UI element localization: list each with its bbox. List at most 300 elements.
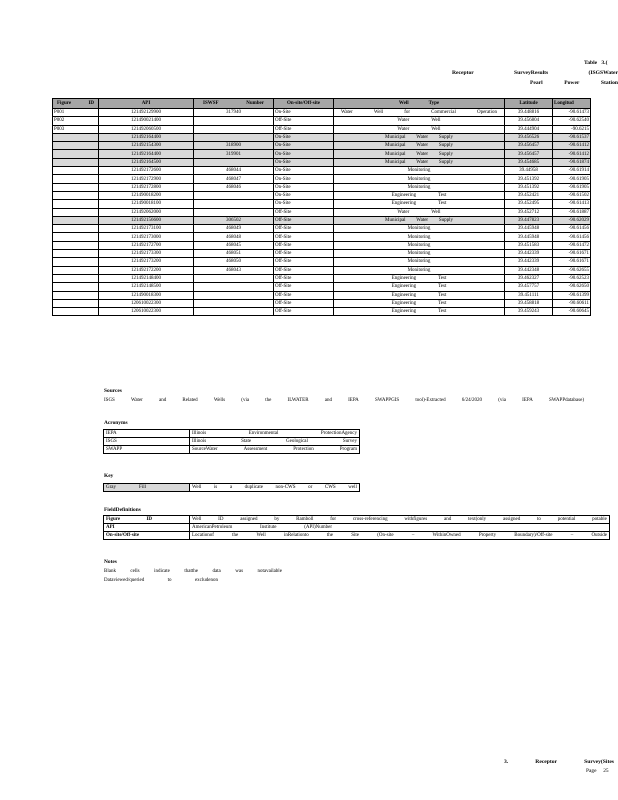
well-type-word: for — [404, 110, 411, 116]
cell-on-off-site: Off-Site — [274, 308, 334, 316]
cell-iswsf-number — [194, 158, 274, 166]
table-row — [53, 233, 591, 241]
field-definition-word: Ramboll — [296, 517, 314, 522]
cell-figure-id — [53, 133, 99, 141]
cell-api: 121490018200 — [99, 191, 194, 199]
cell-api: 121490018300 — [99, 291, 194, 299]
cell-on-off-site: Off-Site — [274, 241, 334, 249]
field-definitions-table — [103, 515, 610, 540]
cell-well-type — [334, 167, 505, 175]
cell-iswsf-number: 318900 — [194, 142, 274, 150]
key-word: duplicate — [244, 485, 263, 490]
cell-well-type — [334, 299, 505, 307]
cell-longitude: -90.61671 — [553, 250, 591, 258]
cell-on-off-site: On-Site — [274, 167, 334, 175]
well-type-word: Engineering — [391, 193, 417, 199]
cell-iswsf-number: 468048 — [194, 233, 274, 241]
col-header-longitude: Longitud — [553, 99, 591, 109]
well-type-word: Supply — [438, 151, 453, 157]
cell-on-off-site: Off-Site — [274, 250, 334, 258]
field-definition-row — [104, 532, 610, 540]
cell-well-type — [334, 266, 505, 274]
cell-longitude: -90.61473 — [553, 109, 591, 117]
key-title: Key — [104, 473, 114, 479]
cell-api: 121492164400 — [99, 150, 194, 158]
cell-latitude: 39.451583 — [505, 241, 553, 249]
cell-longitude: -90.61456 — [553, 225, 591, 233]
well-type-word: Engineering — [391, 300, 417, 306]
cell-iswsf-number: 468049 — [194, 225, 274, 233]
table-row — [53, 274, 591, 282]
cell-iswsf-number — [194, 299, 274, 307]
cell-well-type — [334, 225, 505, 233]
sources-word: SWAPPGIS — [374, 398, 400, 403]
cell-api: 121492164500 — [99, 158, 194, 166]
cell-longitude: -90.6215 — [553, 125, 591, 133]
field-definition-word: inRelationto — [283, 533, 309, 538]
cell-on-off-site: Off-Site — [274, 125, 334, 133]
cell-longitude: -90.61413 — [553, 200, 591, 208]
cell-well-type — [334, 142, 505, 150]
col-header-well-type: Well Type — [334, 99, 505, 109]
cell-latitude: 39.448816 — [505, 109, 553, 117]
key-row — [104, 484, 360, 492]
cell-latitude: 39.462327 — [505, 274, 553, 282]
cell-latitude: 39.445948 — [505, 225, 553, 233]
field-definition-row — [104, 524, 610, 532]
cell-well-type — [334, 183, 505, 191]
field-definition-word: ID — [218, 517, 224, 522]
cell-longitude: -90.62650 — [553, 283, 591, 291]
cell-on-off-site: Off-Site — [274, 233, 334, 241]
cell-on-off-site: On-Site — [274, 133, 334, 141]
sources-word: Related — [182, 398, 198, 403]
table-row — [53, 291, 591, 299]
notes-line-1 — [104, 569, 282, 574]
key-word: non-CWS — [275, 485, 296, 490]
field-definition-word: AmericanPetroleum — [192, 525, 233, 530]
cell-on-off-site: Off-Site — [274, 216, 334, 224]
cell-on-off-site: On-Site — [274, 150, 334, 158]
cell-api: 121492172700 — [99, 241, 194, 249]
cell-figure-id — [53, 283, 99, 291]
receptor-survey-table — [52, 98, 591, 316]
cell-well-type — [334, 216, 505, 224]
cell-longitude: -90.61456 — [553, 233, 591, 241]
field-definition-word: assigned — [240, 517, 258, 522]
cell-iswsf-number — [194, 125, 274, 133]
cell-figure-id — [53, 225, 99, 233]
cell-longitude: -90.61472 — [553, 241, 591, 249]
field-definition-word: Well — [256, 533, 266, 538]
cell-longitude: -90.61914 — [553, 167, 591, 175]
title-word: Receptor — [452, 70, 474, 76]
cell-iswsf-number: 319901 — [194, 150, 274, 158]
cell-api: 121492062000 — [99, 208, 194, 216]
field-definition-word: Institute — [260, 525, 277, 530]
field-definition-word: Property — [478, 533, 497, 538]
well-type-word: Water — [341, 110, 353, 116]
acronym-word: Illinois — [192, 431, 207, 436]
acronym-word: Survey — [342, 439, 357, 444]
cell-figure-id — [53, 216, 99, 224]
col-header-iswsf-number: ISWSF Number — [194, 99, 274, 109]
field-definition-word: to — [537, 517, 541, 522]
cell-longitude: -90.62523 — [553, 274, 591, 282]
acronyms-table — [103, 429, 360, 454]
acronym-word: Geological — [285, 439, 308, 444]
cell-well-type — [334, 241, 505, 249]
cell-well-type — [334, 109, 505, 117]
key-word: CWS — [324, 485, 336, 490]
table-row — [53, 183, 591, 191]
cell-well-type — [334, 158, 505, 166]
cell-api: 121492172200 — [99, 266, 194, 274]
cell-well-type — [334, 291, 505, 299]
cell-figure-id — [53, 299, 99, 307]
cell-latitude: 39.459243 — [505, 308, 553, 316]
cell-figure-id — [53, 274, 99, 282]
cell-on-off-site: On-Site — [274, 158, 334, 166]
table-row — [53, 208, 591, 216]
cell-latitude: 39.457757 — [505, 283, 553, 291]
cell-api: 121492173000 — [99, 233, 194, 241]
table-row — [53, 125, 591, 133]
footer-section: 3. Receptor Survey(Sites — [504, 759, 614, 765]
cell-api: 121492173300 — [99, 250, 194, 258]
table-row — [53, 299, 591, 307]
sources-word: (via — [241, 398, 250, 403]
cell-on-off-site: On-Site — [274, 109, 334, 117]
well-type-word: Monitoring — [407, 234, 431, 240]
cell-figure-id — [53, 142, 99, 150]
cell-figure-id — [53, 308, 99, 316]
cell-latitude: 39.452421 — [505, 191, 553, 199]
cell-iswsf-number — [194, 200, 274, 208]
field-definition-word: – — [411, 533, 415, 538]
cell-figure-id — [53, 291, 99, 299]
table-row — [53, 150, 591, 158]
acronym-word: Protection — [293, 447, 314, 452]
sources-word: (via — [498, 398, 506, 403]
table-row — [53, 283, 591, 291]
cell-on-off-site: Off-Site — [274, 299, 334, 307]
cell-figure-id — [53, 191, 99, 199]
cell-iswsf-number: 468050 — [194, 258, 274, 266]
cell-iswsf-number — [194, 191, 274, 199]
acronym-key: ISGS — [104, 438, 190, 446]
cell-longitude: -90.61412 — [553, 150, 591, 158]
title-word: (ISGSWater — [588, 70, 618, 76]
field-definition-word: Boundary)/Off-site — [514, 533, 553, 538]
cell-on-off-site: On-Site — [274, 200, 334, 208]
well-type-word: Water — [416, 159, 429, 165]
sources-title: Sources — [104, 388, 122, 394]
cell-api: 121492173200 — [99, 258, 194, 266]
notes-word: Dataviewed/queried — [104, 578, 145, 583]
key-gray-fill: Gray Fill — [104, 484, 190, 492]
cell-well-type — [334, 233, 505, 241]
table-row — [53, 241, 591, 249]
acronym-row — [104, 446, 360, 454]
cell-figure-id — [53, 250, 99, 258]
cell-iswsf-number — [194, 308, 274, 316]
cell-iswsf-number: 468043 — [194, 266, 274, 274]
cell-figure-id — [53, 208, 99, 216]
sources-word: Water — [131, 398, 143, 403]
sources-word: and — [159, 398, 167, 403]
notes-word: data — [212, 569, 221, 574]
cell-iswsf-number: 468047 — [194, 175, 274, 183]
cell-api: 121492060500 — [99, 125, 194, 133]
cell-latitude: 39.445948 — [505, 233, 553, 241]
sources-word: Wells — [213, 398, 226, 403]
key-definition — [190, 484, 360, 492]
cell-longitude: -90.62029 — [553, 216, 591, 224]
well-type-word: Engineering — [391, 292, 417, 298]
cell-latitude: 39.456804 — [505, 117, 553, 125]
cell-api: 121492154300 — [99, 142, 194, 150]
page-number: Page 25 — [586, 768, 609, 774]
cell-latitude: 39.447823 — [505, 216, 553, 224]
well-type-word: Monitoring — [407, 176, 431, 182]
cell-latitude: 39.442339 — [505, 250, 553, 258]
title-word: Station — [600, 80, 618, 86]
sources-word: and — [324, 398, 332, 403]
well-type-word: Water — [416, 143, 429, 149]
cell-well-type — [334, 308, 505, 316]
cell-longitude: -90.61399 — [553, 291, 591, 299]
cell-latitude: 39.452712 — [505, 208, 553, 216]
well-type-word: Monitoring — [407, 259, 431, 265]
field-definition-word: Site — [351, 533, 360, 538]
cell-iswsf-number: 306502 — [194, 216, 274, 224]
acronym-key: SWAPP — [104, 446, 190, 454]
sources-word: SWAPPdatabase) — [548, 398, 584, 403]
acronym-key: IEPA — [104, 430, 190, 438]
well-type-word: Monitoring — [407, 226, 431, 232]
cell-on-off-site: On-Site — [274, 191, 334, 199]
acronym-word: Program — [339, 447, 357, 452]
cell-latitude: 39.451111 — [505, 291, 553, 299]
key-word: is — [213, 485, 218, 490]
cell-api: 121492172600 — [99, 167, 194, 175]
well-type-word: Test — [438, 284, 447, 290]
cell-api: 121492173100 — [99, 225, 194, 233]
well-type-word: Supply — [438, 218, 453, 223]
cell-on-off-site: Off-Site — [274, 225, 334, 233]
cell-longitude: -90.61887 — [553, 208, 591, 216]
cell-longitude: -90.60611 — [553, 299, 591, 307]
well-type-word: Test — [438, 292, 447, 298]
well-type-word: Test — [438, 309, 447, 315]
key-word: or — [308, 485, 313, 490]
cell-api: 120610022300 — [99, 299, 194, 307]
well-type-word: Monitoring — [407, 251, 431, 257]
cell-longitude: -90.61537 — [553, 133, 591, 141]
cell-figure-id — [53, 175, 99, 183]
cell-latitude: 39.44958 — [505, 167, 553, 175]
sources-word: IEPA — [348, 398, 359, 403]
cell-iswsf-number — [194, 133, 274, 141]
cell-api: 121492148500 — [99, 283, 194, 291]
title-line-2 — [530, 80, 618, 86]
table-row — [53, 225, 591, 233]
cell-figure-id — [53, 266, 99, 274]
well-type-word: Water — [416, 135, 429, 141]
field-definition-key: Figure ID — [104, 516, 190, 524]
well-type-word: Water — [397, 118, 410, 124]
acronyms-title: Acronyms — [104, 420, 128, 426]
well-type-word: Supply — [438, 135, 453, 141]
cell-latitude: 39.444904 — [505, 125, 553, 133]
cell-on-off-site: On-Site — [274, 183, 334, 191]
table-row — [53, 266, 591, 274]
cell-well-type — [334, 191, 505, 199]
field-definition-word: assigned — [502, 517, 521, 522]
table-row — [53, 200, 591, 208]
well-type-word: Monitoring — [407, 267, 431, 273]
notes-word: indicate — [154, 569, 170, 574]
cell-api: 121492129900 — [99, 109, 194, 117]
well-type-word: Well — [431, 209, 441, 215]
cell-longitude: -90.62655 — [553, 266, 591, 274]
acronym-definition — [190, 430, 360, 438]
notes-line-2 — [104, 578, 218, 583]
cell-api: 121490018100 — [99, 200, 194, 208]
field-definition-word: the — [326, 533, 334, 538]
well-type-word: Well — [431, 118, 441, 124]
cell-latitude: 39.452495 — [505, 200, 553, 208]
cell-longitude: -90.61412 — [553, 142, 591, 150]
well-type-word: Test — [438, 201, 447, 207]
cell-api: 121492172900 — [99, 175, 194, 183]
table-row — [53, 175, 591, 183]
key-table — [103, 483, 360, 492]
cell-iswsf-number — [194, 291, 274, 299]
field-definition-word: potable — [592, 517, 607, 522]
field-definition-word: (On-site — [377, 533, 394, 538]
col-header-figure-id: Figure ID — [53, 99, 99, 109]
cell-longitude: -90.60645 — [553, 308, 591, 316]
cell-iswsf-number: 468045 — [194, 241, 274, 249]
cell-iswsf-number — [194, 283, 274, 291]
sources-word: ISGS — [104, 398, 115, 403]
sources-text — [104, 398, 584, 403]
acronym-word: ProtectionAgency — [320, 431, 357, 436]
sources-word: IEPA — [522, 398, 533, 403]
table-row — [53, 258, 591, 266]
well-type-word: Well — [431, 126, 441, 132]
cell-iswsf-number: 468051 — [194, 250, 274, 258]
cell-on-off-site: Off-Site — [274, 274, 334, 282]
cell-figure-id — [53, 150, 99, 158]
well-type-word: Test — [438, 193, 447, 199]
title-word: Pearl — [530, 80, 543, 86]
acronym-word: Assessment — [243, 447, 268, 452]
cell-latitude: 39.451392 — [505, 183, 553, 191]
acronym-word: SourceWater — [192, 447, 218, 452]
cell-well-type — [334, 125, 505, 133]
acronym-definition — [190, 438, 360, 446]
acronym-definition — [190, 446, 360, 454]
cell-well-type — [334, 208, 505, 216]
well-type-word: Well — [373, 110, 384, 116]
cell-longitude: -90.61905 — [553, 175, 591, 183]
table-row — [53, 117, 591, 125]
well-type-word: Water — [416, 151, 429, 157]
table-header-row — [53, 99, 591, 109]
cell-api: 121492156600 — [99, 216, 194, 224]
field-definition-word: cross-referencing — [352, 517, 388, 522]
field-definition-word: for — [330, 517, 337, 522]
sources-word: ILWATER — [287, 398, 309, 403]
col-header-latitude: Latitude — [505, 99, 553, 109]
well-type-word: Supply — [438, 159, 453, 165]
cell-iswsf-number — [194, 208, 274, 216]
table-row — [53, 167, 591, 175]
sources-word: 6/24/2020 — [461, 398, 483, 403]
cell-latitude: 39.456526 — [505, 133, 553, 141]
cell-longitude: -90.61671 — [553, 258, 591, 266]
well-type-word: Municipal — [385, 135, 406, 141]
well-type-word: Water — [397, 126, 410, 132]
acronym-word: Illinois — [192, 439, 207, 444]
well-type-word: Engineering — [391, 284, 417, 290]
cell-well-type — [334, 274, 505, 282]
cell-on-off-site: On-Site — [274, 142, 334, 150]
sources-word: tool)-Extracted — [415, 398, 446, 403]
title-word: SurveyResults — [514, 70, 549, 76]
notes-title: Notes — [104, 559, 117, 565]
well-type-word: Municipal — [385, 218, 406, 223]
cell-latitude: 39.451392 — [505, 175, 553, 183]
cell-figure-id — [53, 233, 99, 241]
acronym-word: Environmental — [248, 431, 279, 436]
notes-word: to — [167, 578, 172, 583]
field-definition-word: WithinOwned — [432, 533, 461, 538]
field-definition-word: Locationof — [192, 533, 214, 538]
field-definition-word: – — [570, 533, 574, 538]
cell-figure-id: P003 — [53, 125, 99, 133]
cell-figure-id — [53, 167, 99, 175]
well-type-word: Engineering — [391, 201, 417, 207]
notes-word: Blank — [104, 569, 116, 574]
field-definition-text — [190, 532, 610, 540]
field-definition-word: Outside — [591, 533, 607, 538]
well-type-word: Municipal — [385, 143, 406, 149]
cell-iswsf-number: 468046 — [194, 183, 274, 191]
table-row — [53, 142, 591, 150]
table-row — [53, 133, 591, 141]
cell-figure-id — [53, 158, 99, 166]
well-type-word: Engineering — [391, 309, 417, 315]
cell-iswsf-number: 317940 — [194, 109, 274, 117]
cell-latitude: 39.442348 — [505, 266, 553, 274]
cell-latitude: 39.442339 — [505, 258, 553, 266]
cell-on-off-site: Off-Site — [274, 283, 334, 291]
well-type-word: Supply — [438, 143, 453, 149]
cell-latitude: 39.456457 — [505, 150, 553, 158]
cell-figure-id — [53, 200, 99, 208]
table-row — [53, 191, 591, 199]
cell-figure-id: P001 — [53, 109, 99, 117]
notes-word: excludenon — [194, 578, 218, 583]
table-row — [53, 109, 591, 117]
field-definitions-title: FieldDefinitions — [104, 507, 141, 513]
notes-word: notavailable — [257, 569, 282, 574]
cell-well-type — [334, 250, 505, 258]
